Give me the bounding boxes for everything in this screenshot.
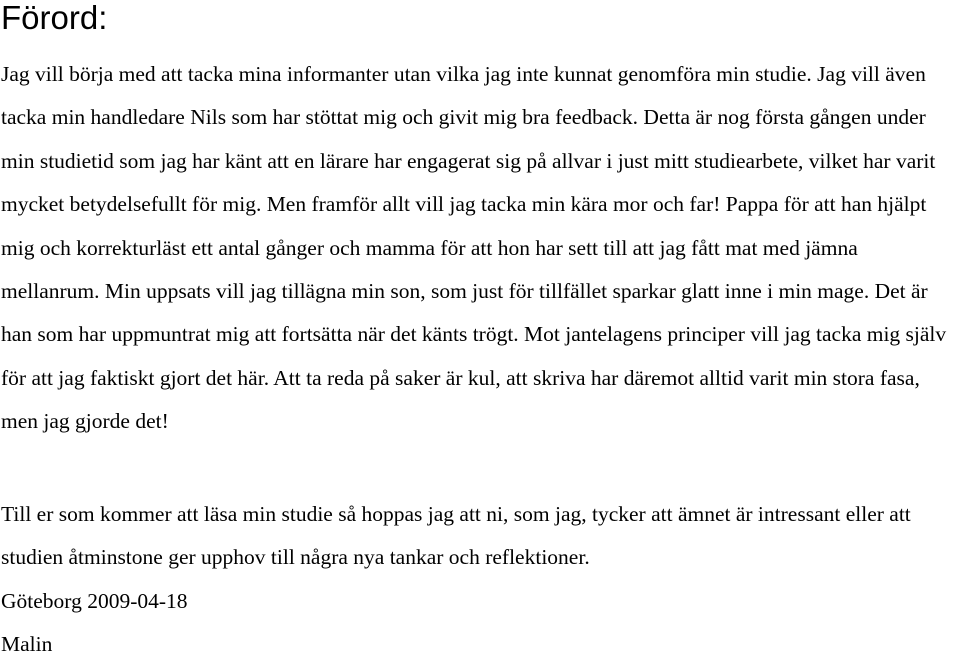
page-title: Förord: [1, 0, 108, 36]
acknowledgement-paragraph: Jag vill börja med att tacka mina informanter utan vilka jag inte kunnat genomföra min studie. Jag vill även tacka min handledare Nils som har stöttat mig och givit mig bra feedback. Detta är nog första gången under min studietid som jag har känt att en lärare har engagerat sig på allvar i just mitt studiearbete, vilket har varit mycket betydelsefullt för mig. Men framför allt vill jag tacka min kära mor och far! Pappa för att han hjälpt mig och korrekturläst ett antal gånger och mamma för att hon har sett till att jag fått mat med jämna mellanrum. Min uppsats vill jag tillägna min son, som just för tillfället sparkar glatt inne i min mage. Det är han som har uppmuntrat mig att fortsätta när det känts trögt. Mot jantelagens principer vill jag tacka mig själv för att jag faktiskt gjort det här. Att ta reda på saker är kul, att skriva har däremot alltid varit min stora fasa, men jag gjorde det! [1, 62, 947, 434]
signature: Malin [1, 632, 53, 656]
place-date: Göteborg 2009-04-18 [1, 589, 188, 613]
reader-paragraph: Till er som kommer att läsa min studie så hoppas jag att ni, som jag, tycker att ämnet är intressant eller att studien åtminstone ger upphov till några nya tankar och reflektioner. [1, 502, 911, 570]
